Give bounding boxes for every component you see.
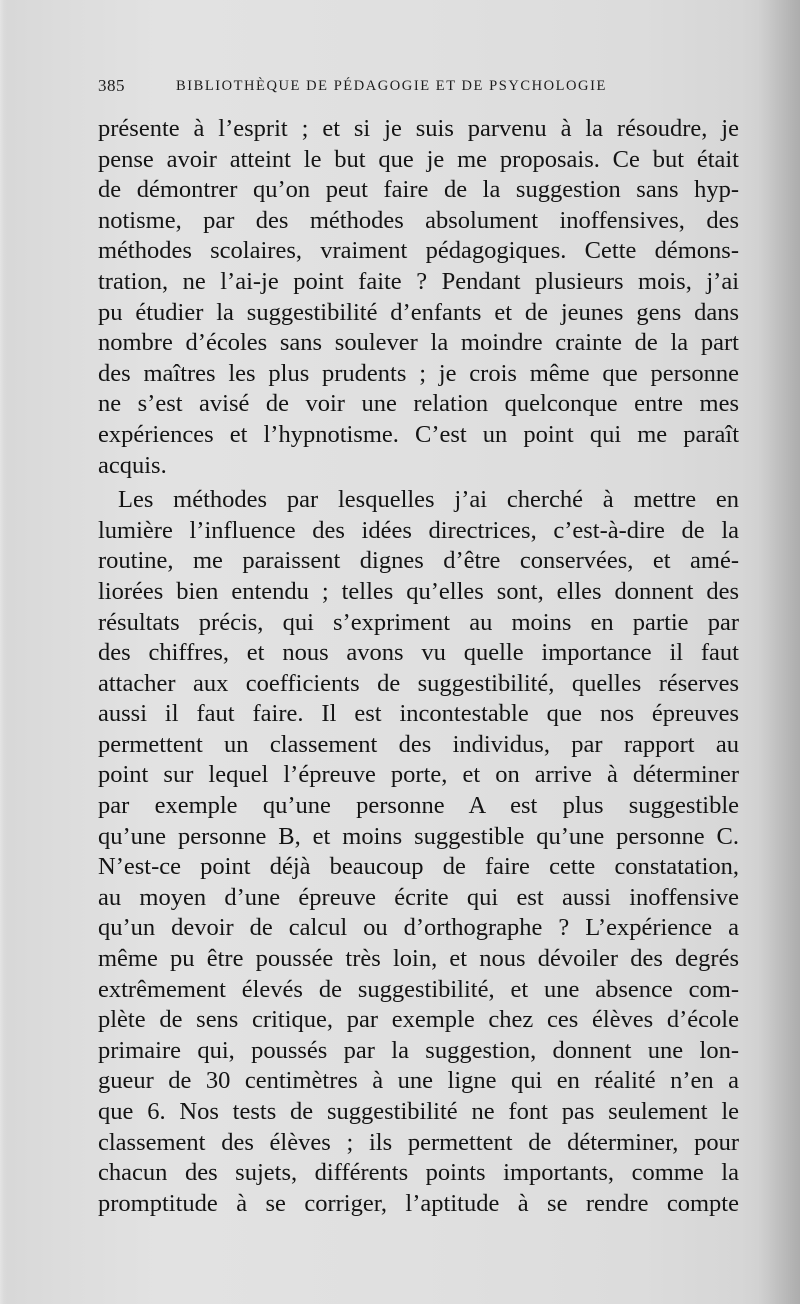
- body-text: [98, 114, 739, 1219]
- text-line: présente à l’esprit ; et si je suis parvenu à la résoudre, je: [98, 115, 739, 142]
- text-line: par exemple qu’une personne A est plus suggestible: [98, 792, 739, 820]
- text-line: qu’une personne B, et moins suggestible qu’une personne C.: [98, 822, 739, 850]
- text-line: ne s’est avisé de voir une relation quelconque entre mes: [98, 390, 739, 418]
- text-line: plète de sens critique, par exemple chez ces élèves d’école: [98, 1006, 739, 1034]
- text-line: que 6. Nos tests de suggestibilité ne font pas seulement le: [98, 1098, 739, 1125]
- text-line: aussi il faut faire. Il est incontestable que nos épreuves: [98, 700, 739, 728]
- text-line: N’est-ce point déjà beaucoup de faire cette constatation,: [98, 853, 739, 881]
- page-number: 385: [98, 76, 125, 95]
- text-line: attacher aux coefficients de suggestibilité, quelles réserves: [98, 669, 739, 697]
- text-line: résultats précis, qui s’expriment au moins en partie par: [98, 608, 739, 636]
- text-line: notisme, par des méthodes absolument inoffensives, des: [98, 206, 739, 234]
- text-line: des maîtres les plus prudents ; je crois même que personne: [98, 359, 739, 387]
- text-line: méthodes scolaires, vraiment pédagogiques. Cette démons-: [98, 237, 739, 265]
- text-line: Les méthodes par lesquelles j’ai cherché à mettre en: [118, 486, 739, 514]
- page-edge-shadow: [758, 0, 800, 1304]
- text-line: permettent un classement des individus, par rapport au: [98, 730, 739, 758]
- text-line: de démontrer qu’on peut faire de la suggestion sans hyp-: [98, 176, 739, 204]
- text-line: primaire qui, poussés par la suggestion, donnent une lon-: [98, 1036, 739, 1064]
- text-line: classement des élèves ; ils permettent de déterminer, pour: [98, 1128, 739, 1156]
- running-title: BIBLIOTHÈQUE DE PÉDAGOGIE ET DE PSYCHOLOGIE: [176, 78, 607, 94]
- paragraph-1: [98, 114, 739, 481]
- text-line: même pu être poussée très loin, et nous dévoiler des degrés: [98, 945, 739, 973]
- text-line: qu’un devoir de calcul ou d’orthographe ? L’expérience a: [98, 914, 739, 942]
- text-line: chacun des sujets, différents points importants, comme la: [98, 1159, 739, 1187]
- text-line: promptitude à se corriger, l’aptitude à se rendre compte: [98, 1189, 739, 1217]
- text-line: nombre d’écoles sans soulever la moindre crainte de la part: [98, 329, 739, 357]
- text-line: expériences et l’hypnotisme. C’est un point qui me paraît: [98, 420, 739, 448]
- text-line: point sur lequel l’épreuve porte, et on arrive à déterminer: [98, 761, 739, 789]
- paragraph-2: [98, 485, 739, 1219]
- text-line: gueur de 30 centimètres à une ligne qui en réalité n’en a: [98, 1067, 739, 1095]
- page-header: [98, 76, 738, 102]
- text-line: routine, me paraissent dignes d’être conservées, et amé-: [98, 547, 739, 575]
- text-line: des chiffres, et nous avons vu quelle importance il faut: [98, 639, 739, 667]
- text-line: pense avoir atteint le but que je me proposais. Ce but était: [98, 145, 739, 173]
- text-line: pu étudier la suggestibilité d’enfants et de jeunes gens dans: [98, 298, 739, 326]
- text-line: acquis.: [98, 451, 167, 479]
- text-line: au moyen d’une épreuve écrite qui est aussi inoffensive: [98, 883, 739, 911]
- text-line: tration, ne l’ai-je point faite ? Pendant plusieurs mois, j’ai: [98, 267, 739, 295]
- text-line: extrêmement élevés de suggestibilité, et une absence com-: [98, 975, 739, 1003]
- text-line: lumière l’influence des idées directrices, c’est-à-dire de la: [98, 516, 739, 544]
- text-line: liorées bien entendu ; telles qu’elles sont, elles donnent des: [98, 577, 739, 605]
